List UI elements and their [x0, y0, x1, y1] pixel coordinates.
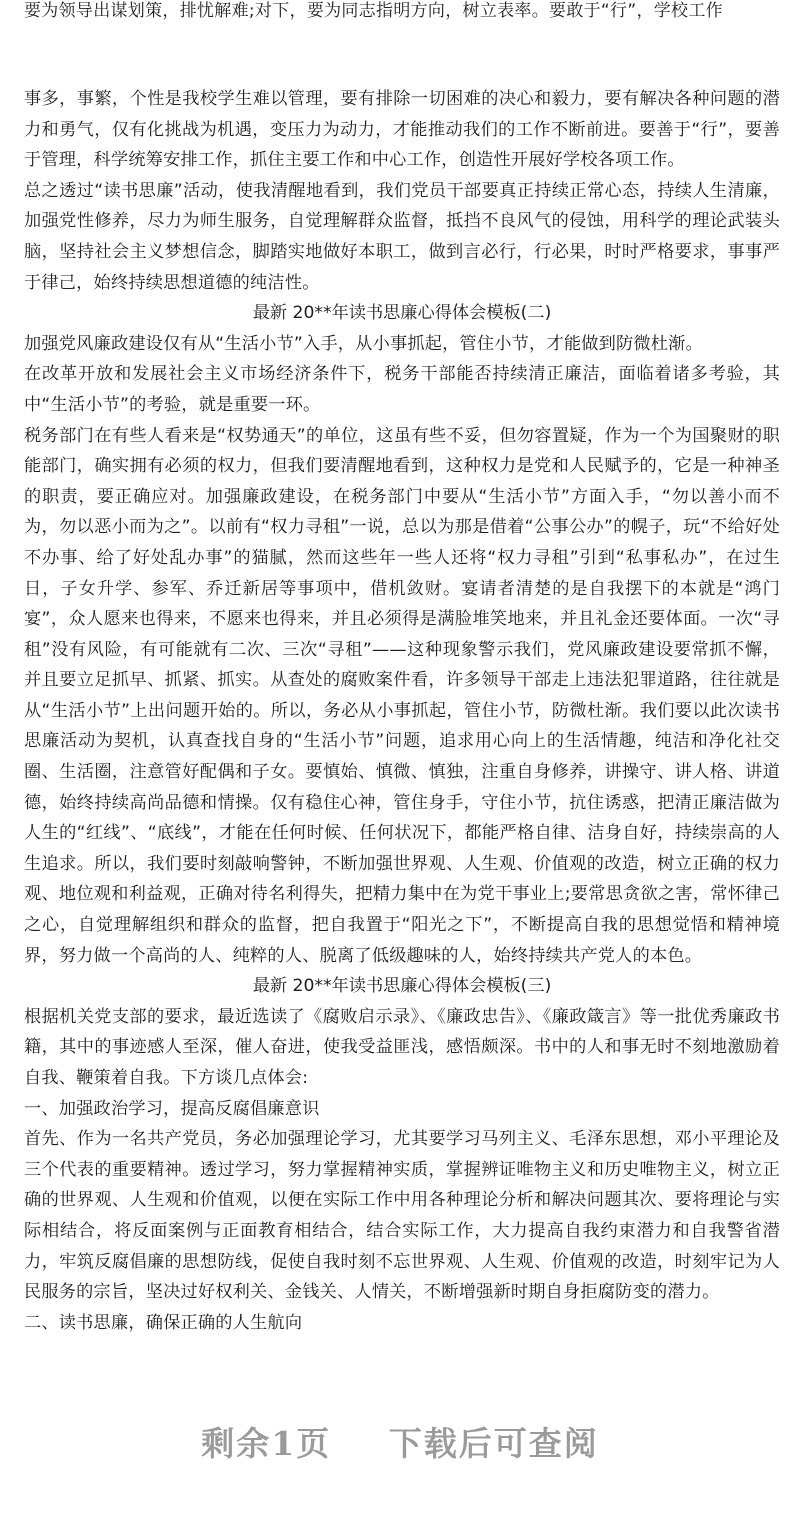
remaining-pages-text: 剩余1页 — [201, 1424, 332, 1463]
section-template-3 — [24, 971, 780, 1338]
section-intro — [24, 84, 780, 298]
paragraph: 根据机关党支部的要求，最近选读了《腐败启示录》、《廉政忠告》、《廉政箴言》等一批优秀廉政书籍，其中的事迹感人至深，催人奋进，使我受益匪浅，感悟颇深。书中的人和事无时不刻地激励着自我、鞭策着自我。下方谈几点体会: — [24, 1006, 780, 1088]
section-heading: 最新 20**年读书思廉心得体会模板(二) — [252, 303, 552, 324]
paragraph: 在改革开放和发展社会主义市场经济条件下，税务干部能否持续清正廉洁，面临着诸多考验，其中“生活小节”的考验，就是重要一环。 — [24, 364, 780, 415]
paragraph: 事多，事繁，个性是我校学生难以管理，要有排除一切困难的决心和毅力，要有解决各种问题的潜力和勇气，仅有化挑战为机遇，变压力为动力，才能推动我们的工作不断前进。要善于“行”，要善于管理，科学统筹安排工作，抓住主要工作和中心工作，创造性开展好学校各项工作。 — [24, 89, 780, 171]
section-heading: 最新 20**年读书思廉心得体会模板(三) — [252, 976, 552, 997]
section-template-2 — [24, 298, 780, 971]
subheading: 二、读书思廉，确保正确的人生航向 — [24, 1312, 303, 1333]
paragraph: 首先、作为一名共产党员，务必加强理论学习，尤其要学习马列主义、毛泽东思想，邓小平理论及三个代表的重要精神。透过学习，努力掌握精神实质，掌握辨证唯物主义和历史唯物主义，树立正确的世界观、人生观和价值观，以便在实际工作中用各种理论分析和解决问题其次、要将理论与实际相结合，将反面案例与正面教育相结合，结合实际工作，大力提高自我约束潜力和自我警省潜力，牢筑反腐倡廉的思想防线，促使自我时刻不忘世界观、人生观、价值观的改造，时刻牢记为人民服务的宗旨，坚决过好权利关、金钱关、人情关，不断增强新时期自身拒腐防变的潜力。 — [24, 1129, 780, 1303]
cut-off-top-line: 要为领导出谋划策，排忧解难;对下，要为同志指明方向，树立表率。要敢于“行”，学校工作 — [24, 1, 723, 21]
paragraph: 税务部门在有些人看来是“权势通天”的单位，这虽有些不妥，但勿容置疑，作为一个为国聚财的职能部门，确实拥有必须的权力，但我们要清醒地看到，这种权力是党和人民赋予的，它是一种神圣的职责，要正确应对。加强廉政建设，在税务部门中要从“生活小节”方面入手，“勿以善小而不为，勿以恶小而为之”。以前有“权力寻租”一说，总以为那是借着“公事公办”的幌子，玩“不给好处不办事、给了好处乱办事”的猫腻，然而这些年一些人还将“权力寻租”引到“私事私办”，在过生日，子女升学、参军、乔迁新居等事项中，借机敛财。宴请者清楚的是自我摆下的本就是“鸿门宴”，众人愿来也得来，不愿来也得来，并且必须得是满脸堆笑地来，并且礼金还要体面。一次“寻租”没有风险，有可能就有二次、三次“寻租”——这种现象警示我们，党风廉政建设要常抓不懈，并且要立足抓早、抓紧、抓实。从查处的腐败案件看，许多领导干部走上违法犯罪道路，往往就是从“生活小节”上出问题开始的。所以，务必从小事抓起，管住小节，防微杜渐。我们要以此次读书思廉活动为契机，认真查找自身的“生活小节”问题，追求用心向上的生活情趣，纯洁和净化社交圈、生活圈，注意管好配偶和子女。要慎始、慎微、慎独，注重自身修养，讲操守、讲人格、讲道德，始终持续高尚品德和情操。仅有稳住心神，管住身手，守住小节，抗住诱惑，把清正廉洁做为人生的“红线”、“底线”，才能在任何时候、任何状况下，都能严格自律、洁身自好，持续崇高的人生追求。所以，我们要时刻敲响警钟，不断加强世界观、人生观、价值观的改造，树立正确的权力观、地位观和利益观，正确对待名利得失，把精力集中在为党干事业上;要常思贪欲之害，常怀律己之心，自觉理解组织和群众的监督，把自我置于“阳光之下”，不断提高自我的思想觉悟和精神境界，努力做一个高尚的人、纯粹的人、脱离了低级趣味的人，始终持续共产党人的本色。 — [24, 425, 780, 966]
download-prompt-banner[interactable] — [0, 1418, 800, 1465]
download-to-view-text: 下载后可查阅 — [388, 1424, 599, 1463]
paragraph: 加强党风廉政建设仅有从“生活小节”入手，从小事抓起，管住小节，才能做到防微杜渐。 — [24, 333, 703, 354]
document-body — [24, 84, 780, 1338]
subheading: 一、加强政治学习，提高反腐倡廉意识 — [24, 1098, 320, 1119]
paragraph: 总之透过“读书思廉”活动，使我清醒地看到，我们党员干部要真正持续正常心态，持续人生清廉，加强党性修养，尽力为师生服务，自觉理解群众监督，抵挡不良风气的侵蚀，用科学的理论武装头脑，坚持社会主义梦想信念，脚踏实地做好本职工，做到言必行，行必果，时时严格要求，事事严于律己，始终持续思想道德的纯洁性。 — [24, 180, 780, 293]
